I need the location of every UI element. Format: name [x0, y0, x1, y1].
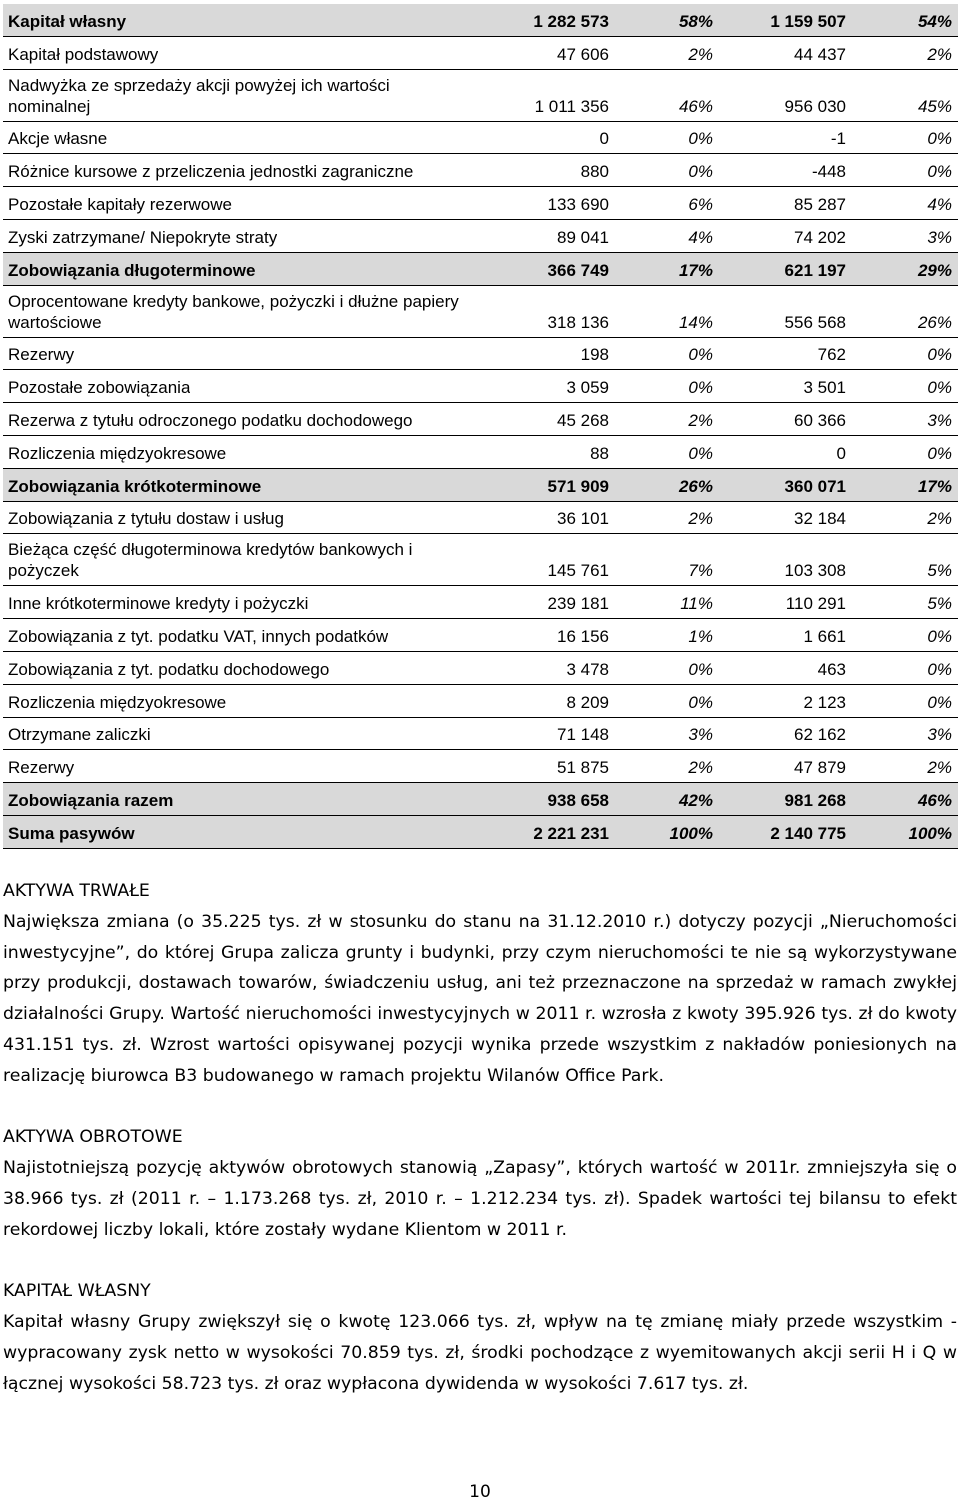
value-2011: 0	[599, 129, 609, 149]
value-2010: 32 184	[794, 509, 846, 529]
value-2010: 762	[817, 345, 846, 365]
value-2010: 360 071	[784, 476, 846, 496]
value-2011: 51 875	[557, 758, 609, 778]
share-2010: 45%	[917, 96, 952, 116]
share-2010: 3%	[927, 227, 952, 247]
share-2011: 4%	[688, 227, 713, 247]
table-row	[3, 154, 958, 187]
table-row	[3, 436, 958, 469]
section-text-fixed-assets: Największa zmiana (o 35.225 tys. zł w stosunku do stanu na 31.12.2010 r.) dotyczy pozycji „Nieruchomości inwestycyjne”, do której Grupa zalicza grunty i budynki, przy czym nieruchomości te nie są wykorzystywane przy produkcji, dostawach towarów, świadczeniu usług, ani też przeznaczone na sprzedaż w ramach zwykłej działalności Grupy. Wartość nieruchomości inwestycyjnych w 2011 r. wzrosła z kwoty 395.926 tys. zł do kwoty 431.151 tys. zł. Wzrost wartości opisywanej pozycji wynika przede wszystkim z nakładów poniesionych na realizację biurowca B3 budowanego w ramach projektu Wilanów Office Park.	[3, 911, 957, 1086]
row-label: Zobowiązania razem	[8, 790, 174, 810]
value-2010: 463	[817, 659, 846, 679]
share-2010: 0%	[927, 443, 952, 463]
value-2010: 0	[836, 443, 846, 463]
table-row	[3, 652, 958, 685]
share-2010: 46%	[917, 790, 952, 810]
table-row	[3, 220, 958, 253]
row-label: Kapitał podstawowy	[8, 44, 159, 64]
table-row	[3, 286, 958, 338]
row-label: Rezerwa z tytułu odroczonego podatku dochodowego	[8, 410, 413, 430]
value-2010: 62 162	[794, 725, 846, 745]
value-2011: 16 156	[557, 626, 609, 646]
row-label: Kapitał własny	[8, 11, 127, 31]
table-row	[3, 750, 958, 783]
row-label: Rozliczenia międzyokresowe	[8, 443, 227, 463]
balance-sheet-table	[3, 4, 958, 849]
row-label: Inne krótkoterminowe kredyty i pożyczki	[8, 594, 309, 614]
share-2010: 5%	[927, 594, 952, 614]
value-2011: 71 148	[557, 725, 609, 745]
row-label: Różnice kursowe z przeliczenia jednostki zagraniczne	[8, 162, 414, 182]
page-number: 10	[469, 1482, 491, 1502]
share-2011: 0%	[688, 162, 713, 182]
value-2010: 621 197	[784, 260, 846, 280]
table-row	[3, 403, 958, 436]
share-2011: 100%	[669, 823, 713, 843]
row-label: Zobowiązania krótkoterminowe	[8, 476, 262, 496]
value-2011: 89 041	[557, 227, 609, 247]
share-2010: 54%	[917, 11, 952, 31]
value-2010: 981 268	[784, 790, 846, 810]
section-heading-equity: KAPITAŁ WŁASNY	[3, 1281, 151, 1302]
value-2010: 103 308	[784, 561, 846, 581]
value-2011: 880	[580, 162, 609, 182]
table-row	[3, 122, 958, 155]
share-2010: 0%	[927, 378, 952, 398]
share-2011: 2%	[688, 758, 713, 778]
value-2010: -448	[811, 162, 846, 182]
commentary	[3, 876, 957, 1430]
share-2011: 6%	[688, 194, 713, 214]
value-2010: 85 287	[794, 194, 846, 214]
value-2010: 956 030	[784, 96, 846, 116]
value-2011: 2 221 231	[533, 823, 609, 843]
share-2011: 58%	[678, 11, 713, 31]
value-2011: 45 268	[557, 410, 609, 430]
value-2011: 239 181	[547, 594, 609, 614]
table-row	[3, 718, 958, 751]
table-section-row	[3, 783, 958, 816]
share-2010: 29%	[917, 260, 952, 280]
share-2010: 4%	[927, 194, 952, 214]
value-2011: 88	[590, 443, 609, 463]
share-2010: 0%	[927, 659, 952, 679]
value-2010: 3 501	[803, 378, 846, 398]
table-row	[3, 619, 958, 652]
share-2011: 2%	[688, 509, 713, 529]
share-2011: 17%	[678, 260, 713, 280]
value-2010: 2 140 775	[770, 823, 846, 843]
share-2011: 11%	[680, 594, 713, 614]
table-row	[3, 37, 958, 70]
row-label: Zobowiązania długoterminowe	[8, 260, 256, 280]
value-2010: 1 159 507	[770, 11, 846, 31]
value-2010: 44 437	[794, 44, 846, 64]
value-2011: 3 478	[566, 659, 609, 679]
table-section-row	[3, 469, 958, 502]
share-2011: 42%	[678, 790, 713, 810]
share-2010: 100%	[908, 823, 952, 843]
share-2011: 7%	[688, 561, 713, 581]
share-2011: 0%	[688, 129, 713, 149]
table-row	[3, 534, 958, 586]
share-2010: 0%	[927, 626, 952, 646]
share-2010: 0%	[927, 345, 952, 365]
share-2010: 0%	[927, 129, 952, 149]
section-text-current-assets: Najistotniejszą pozycję aktywów obrotowych stanowią „Zapasy”, których wartość w 2011r. zmniejszyła się o 38.966 tys. zł (2011 r. – 1.173.268 tys. zł, 2010 r. – 1.212.234 tys. zł). Spadek wartości tej bilansu to efekt rekordowej liczby lokali, które zostały wydane Klientom w 2011 r.	[3, 1158, 957, 1240]
share-2010: 0%	[927, 162, 952, 182]
share-2010: 2%	[927, 44, 952, 64]
value-2011: 3 059	[566, 378, 609, 398]
share-2010: 26%	[917, 312, 952, 332]
value-2011: 571 909	[547, 476, 609, 496]
row-label: Rezerwy	[8, 345, 75, 365]
row-label: Rozliczenia międzyokresowe	[8, 692, 227, 712]
value-2010: -1	[830, 129, 846, 149]
share-2010: 2%	[927, 509, 952, 529]
value-2011: 366 749	[547, 260, 609, 280]
share-2010: 5%	[927, 561, 952, 581]
value-2010: 60 366	[794, 410, 846, 430]
row-label: Zobowiązania z tytułu dostaw i usług	[8, 509, 284, 529]
table-row	[3, 586, 958, 619]
table-row	[3, 502, 958, 535]
value-2011: 938 658	[547, 790, 609, 810]
share-2011: 2%	[688, 410, 713, 430]
table-row	[3, 70, 958, 122]
share-2011: 0%	[688, 378, 713, 398]
share-2011: 46%	[678, 96, 713, 116]
share-2011: 2%	[688, 44, 713, 64]
value-2011: 145 761	[547, 561, 609, 581]
share-2011: 0%	[688, 443, 713, 463]
table-row	[3, 187, 958, 220]
table-section-row	[3, 253, 958, 286]
value-2011: 1 011 356	[534, 96, 609, 116]
section-heading-current-assets: AKTYWA OBROTOWE	[3, 1127, 183, 1148]
share-2011: 3%	[688, 725, 713, 745]
value-2010: 556 568	[784, 312, 846, 332]
share-2010: 3%	[927, 410, 952, 430]
row-label: Pozostałe kapitały rezerwowe	[8, 194, 232, 214]
row-label: Nadwyżka ze sprzedaży akcji powyżej ich wartości nominalnej	[8, 75, 390, 116]
share-2010: 2%	[927, 758, 952, 778]
section-text-equity: Kapitał własny Grupy zwiększył się o kwotę 123.066 tys. zł, wpływ na tę zmianę miały przede wszystkim - wypracowany zysk netto w wysokości 70.859 tys. zł, środki pochodzące z wyemitowanych akcji serii H i Q w łącznej wysokości 58.723 tys. zł oraz wypłacona dywidenda w wysokości 7.617 tys. zł.	[3, 1312, 957, 1394]
row-label: Bieżąca część długoterminowa kredytów bankowych i pożyczek	[8, 540, 413, 581]
value-2011: 318 136	[547, 312, 609, 332]
value-2011: 8 209	[566, 692, 609, 712]
table-row	[3, 685, 958, 718]
row-label: Zobowiązania z tyt. podatku dochodowego	[8, 659, 330, 679]
value-2010: 2 123	[803, 692, 846, 712]
share-2011: 1%	[688, 626, 713, 646]
share-2010: 0%	[927, 692, 952, 712]
share-2010: 3%	[927, 725, 952, 745]
value-2011: 133 690	[547, 194, 609, 214]
table-row	[3, 338, 958, 371]
value-2010: 110 291	[785, 594, 846, 614]
row-label: Pozostałe zobowiązania	[8, 378, 191, 398]
share-2011: 14%	[678, 312, 713, 332]
value-2011: 1 282 573	[533, 11, 609, 31]
value-2010: 74 202	[794, 227, 846, 247]
value-2011: 36 101	[557, 509, 609, 529]
value-2010: 47 879	[794, 758, 846, 778]
share-2011: 0%	[688, 659, 713, 679]
value-2011: 198	[580, 345, 609, 365]
table-section-row	[3, 816, 958, 849]
value-2010: 1 661	[803, 626, 846, 646]
row-label: Zyski zatrzymane/ Niepokryte straty	[8, 227, 278, 247]
row-label: Oprocentowane kredyty bankowe, pożyczki i dłużne papiery wartościowe	[8, 291, 459, 332]
share-2011: 0%	[688, 692, 713, 712]
row-label: Rezerwy	[8, 758, 75, 778]
row-label: Zobowiązania z tyt. podatku VAT, innych podatków	[8, 626, 389, 646]
table-row	[3, 370, 958, 403]
share-2011: 26%	[678, 476, 713, 496]
row-label: Akcje własne	[8, 129, 108, 149]
row-label: Otrzymane zaliczki	[8, 725, 151, 745]
row-label: Suma pasywów	[8, 823, 135, 843]
value-2011: 47 606	[557, 44, 609, 64]
share-2011: 0%	[688, 345, 713, 365]
share-2010: 17%	[917, 476, 952, 496]
section-heading-fixed-assets: AKTYWA TRWAŁE	[3, 881, 150, 901]
table-section-row	[3, 4, 958, 37]
